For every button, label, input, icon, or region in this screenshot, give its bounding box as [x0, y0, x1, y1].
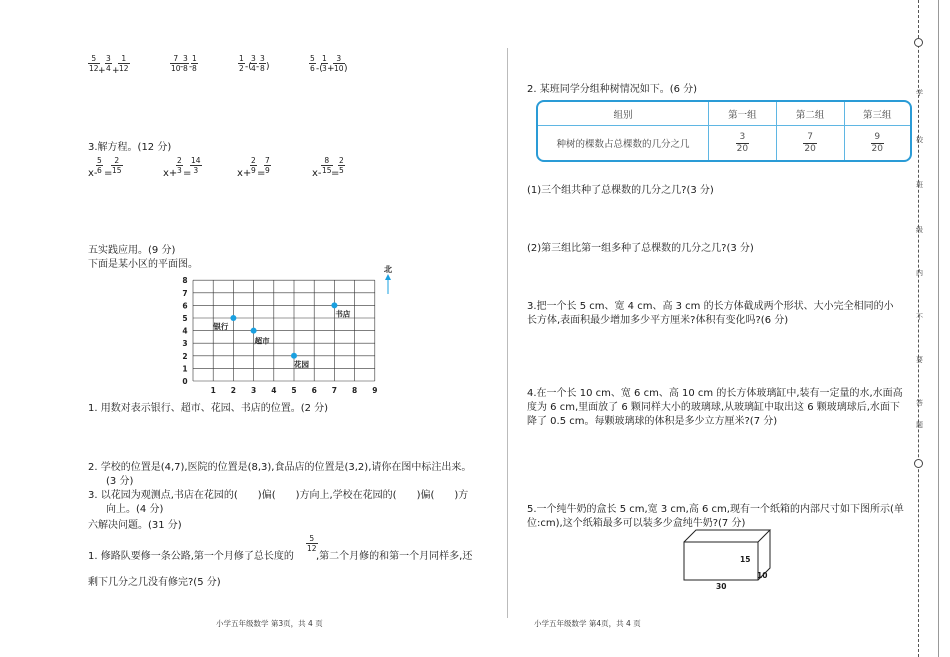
fraction: $\frac{1}{8}$	[192, 54, 197, 73]
x-tick-label: 1	[210, 386, 216, 395]
map-question-2: 2. 学校的位置是(4,7),医院的位置是(8,3),食品店的位置是(3,2),请你在图中标注出来。	[88, 462, 472, 473]
binding-char: 题	[916, 421, 923, 429]
x-tick-label: 8	[351, 386, 358, 395]
fraction: $\frac{5}{12}$	[89, 54, 99, 73]
page-edge-line	[938, 0, 939, 657]
problem-2-q1: (1)三个组共种了总棵数的几分之几?(3 分)	[527, 185, 714, 196]
map-point	[331, 302, 337, 308]
binding-hole	[914, 38, 923, 47]
fraction: $\frac{2}{9}$	[251, 156, 256, 175]
problem-1-line2: 剩下几分之几没有修完?(5 分)	[88, 577, 221, 588]
binding-char: 答	[916, 399, 923, 407]
map-point-label: 书店	[335, 309, 351, 319]
fraction: $\frac{14}{3}$	[191, 156, 201, 175]
y-tick-label: 0	[182, 377, 188, 386]
y-tick-label: 2	[182, 351, 188, 361]
table-row-label: 种树的棵数占总棵数的几分之几	[538, 126, 709, 160]
map-point	[291, 353, 297, 359]
y-tick-label: 5	[182, 314, 188, 323]
table-header: 第一组	[709, 102, 777, 126]
page-divider	[507, 48, 508, 618]
section5-subtitle: 下面是某小区的平面图。	[88, 259, 198, 270]
fraction: $\frac{3}{8}$	[260, 54, 265, 73]
x-tick-label: 3	[250, 386, 257, 395]
problem-4-line2: 度为 6 cm,里面放了 6 颗同样大小的玻璃球,从玻璃缸中取出这 6 颗玻璃球后,水面下	[527, 402, 900, 413]
problem-2-q2: (2)第三组比第一组多种了总棵数的几分之几?(3 分)	[527, 243, 754, 254]
table-header: 第三组	[845, 102, 911, 126]
page-footer-right: 小学五年级数学 第4页，共 4 页	[534, 619, 641, 628]
problem-3-line1: 3.把一个长 5 cm、宽 4 cm、高 3 cm 的长方体截成两个形状、大小完全相同的小	[527, 301, 894, 312]
map-question-3-end: 向上。(4 分)	[106, 504, 164, 515]
box-length-label: 30	[716, 582, 727, 591]
fraction: $\frac{5}{6}$	[310, 54, 315, 73]
y-tick-label: 4	[182, 326, 188, 336]
section5-title: 五实践应用。(9 分)	[88, 245, 176, 256]
fraction: $\frac{7}{9}$	[265, 156, 270, 175]
fraction: $\frac{1}{2}$	[239, 54, 244, 73]
y-tick-label: 6	[182, 301, 188, 311]
table-cell: $\frac{3}{20}$	[709, 126, 777, 160]
fraction: $\frac{8}{15}$	[322, 156, 332, 175]
problem-2-title: 2. 某班同学分组种树情况如下。(6 分)	[527, 84, 698, 95]
map-question-1: 1. 用数对表示银行、超市、花园、书店的位置。(2 分)	[88, 403, 329, 414]
fraction: $\frac{5}{12}$	[307, 534, 317, 553]
y-tick-label: 8	[182, 276, 188, 286]
problem-3-line2: 长方体,表面积最少增加多少平方厘米?体积有变化吗?(6 分)	[527, 315, 789, 326]
map-question-3: 3. 以花园为观测点,书店在花园的( )偏( )方向上,学校在花园的( )偏( )方	[88, 490, 469, 501]
fraction: $\frac{3}{10}$	[334, 54, 344, 73]
table-header: 第二组	[777, 102, 845, 126]
table-cell: $\frac{9}{20}$	[871, 131, 883, 154]
problem-1-line1a: 1. 修路队要修一条公路,第一个月修了总长度的	[88, 551, 294, 562]
table-header: 组别	[538, 102, 709, 126]
page-footer-left: 小学五年级数学 第3页，共 4 页	[216, 619, 323, 628]
box-height-label: 15	[740, 555, 751, 564]
fraction: $\frac{2}{3}$	[177, 156, 182, 175]
map-point	[230, 315, 236, 321]
fraction: $\frac{5}{6}$	[97, 156, 102, 175]
problem-4-line3: 降了 0.5 cm。每颗玻璃球的体积是多少立方厘米?(7 分)	[527, 416, 778, 427]
map-point-label: 超市	[254, 336, 270, 346]
binding-line	[918, 0, 919, 657]
north-label: 北	[384, 265, 392, 274]
binding-char: 不	[916, 313, 923, 321]
fraction: $\frac{1}{12}$	[119, 54, 129, 73]
binding-char: 内	[916, 269, 923, 277]
community-map	[170, 262, 410, 402]
problem-1-line1b: ,第二个月修的和第一个月同样多,还	[316, 551, 473, 562]
binding-char: 级	[916, 226, 923, 234]
fraction: $\frac{1}{3}$	[322, 54, 327, 73]
fraction: $\frac{3}{4}$	[106, 54, 111, 73]
section6-title: 六解决问题。(31 分)	[88, 520, 182, 531]
box-width-label: 10	[757, 571, 768, 580]
problem-4-line1: 4.在一个长 10 cm、宽 6 cm、高 10 cm 的长方体玻璃缸中,装有一定量的水,水面高	[527, 388, 903, 399]
table-cell: $\frac{7}{20}$	[777, 126, 845, 160]
x-tick-label: 6	[311, 386, 317, 395]
x-tick-label: 4	[271, 386, 277, 395]
x-tick-label: 9	[372, 386, 378, 395]
binding-char: 校	[916, 136, 923, 144]
fraction: $\frac{2}{15}$	[112, 156, 122, 175]
binding-char: 学	[916, 89, 923, 97]
north-arrow-head	[385, 274, 391, 280]
tree-planting-table	[536, 100, 912, 162]
fraction: $\frac{2}{5}$	[339, 156, 344, 175]
map-point-label: 银行	[213, 322, 229, 331]
binding-char: 班	[916, 181, 923, 189]
binding-hole	[914, 459, 923, 468]
map-question-2-score: (3 分)	[106, 476, 134, 487]
binding-char: 要	[916, 356, 923, 364]
problem-5-line2: 位:cm),这个纸箱最多可以装多少盒纯牛奶?(7 分)	[527, 518, 746, 529]
x-tick-label: 2	[230, 386, 237, 395]
y-tick-label: 3	[182, 339, 188, 349]
y-tick-label: 1	[182, 364, 188, 374]
fraction: $\frac{3}{4}$	[251, 54, 256, 73]
problem-5-line1: 5.一个纯牛奶的盒长 5 cm,宽 3 cm,高 6 cm,现有一个纸箱的内部尺寸如下图所示(单	[527, 504, 904, 515]
fraction: $\frac{7}{10}$	[171, 54, 181, 73]
map-point	[251, 328, 257, 334]
x-tick-label: 5	[291, 386, 297, 395]
equation-section-title: 3.解方程。(12 分)	[88, 142, 172, 153]
fraction: $\frac{3}{8}$	[183, 54, 188, 73]
y-tick-label: 7	[182, 288, 188, 298]
x-tick-label: 7	[331, 386, 338, 395]
map-point-label: 花园	[294, 359, 309, 369]
